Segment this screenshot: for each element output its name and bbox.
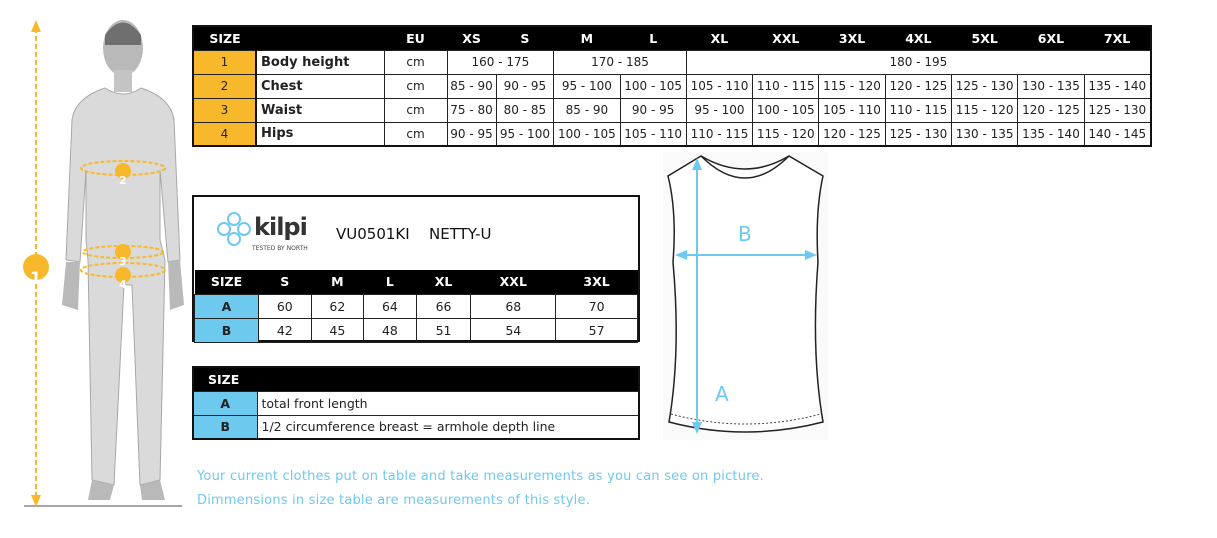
cell: 70 bbox=[556, 294, 638, 318]
cell: 170 - 185 bbox=[554, 50, 687, 74]
product-size-table bbox=[194, 270, 638, 343]
header-3xl: 3XL bbox=[556, 270, 638, 294]
cell: 130 - 135 bbox=[952, 122, 1018, 146]
cell: 42 bbox=[259, 318, 312, 342]
product-header bbox=[194, 197, 638, 270]
header-3xl: 3XL bbox=[819, 26, 885, 50]
cell: 62 bbox=[311, 294, 364, 318]
header-xxl: XXL bbox=[753, 26, 819, 50]
cell: 135 - 140 bbox=[1018, 122, 1084, 146]
row-unit: cm bbox=[384, 98, 447, 122]
cell: 57 bbox=[556, 318, 638, 342]
row-key: A bbox=[195, 294, 259, 318]
marker-2: 2 bbox=[119, 174, 127, 187]
header-blank bbox=[256, 26, 384, 50]
cell: 100 - 105 bbox=[753, 98, 819, 122]
header-6xl: 6XL bbox=[1018, 26, 1084, 50]
cell: 51 bbox=[416, 318, 471, 342]
header-m: M bbox=[554, 26, 620, 50]
row-unit: cm bbox=[384, 122, 447, 146]
marker-4: 4 bbox=[119, 278, 127, 291]
cell: 54 bbox=[471, 318, 556, 342]
header-l: L bbox=[620, 26, 686, 50]
row-label: Waist bbox=[256, 98, 384, 122]
header-xl: XL bbox=[416, 270, 471, 294]
table-row bbox=[193, 415, 639, 439]
cell: 90 - 95 bbox=[620, 98, 686, 122]
cell: 115 - 120 bbox=[819, 74, 885, 98]
header-7xl: 7XL bbox=[1084, 26, 1151, 50]
brand-name: kilpi bbox=[254, 213, 307, 241]
header-m: M bbox=[311, 270, 364, 294]
instruction-note-2: Dimmensions in size table are measurements of this style. bbox=[197, 493, 591, 508]
cell: 64 bbox=[364, 294, 417, 318]
cell: 120 - 125 bbox=[885, 74, 951, 98]
label-a: A bbox=[715, 382, 729, 406]
table-row bbox=[193, 122, 1151, 146]
cell: 90 - 95 bbox=[447, 122, 496, 146]
row-unit: cm bbox=[384, 74, 447, 98]
table-row bbox=[193, 391, 639, 415]
header-s: S bbox=[496, 26, 554, 50]
table-row bbox=[195, 318, 638, 342]
header-xxl: XXL bbox=[471, 270, 556, 294]
marker-1: 1 bbox=[30, 268, 42, 287]
cell: 100 - 105 bbox=[554, 122, 620, 146]
cell: 105 - 110 bbox=[686, 74, 752, 98]
header-size: SIZE bbox=[193, 26, 256, 50]
row-number: 4 bbox=[193, 122, 256, 146]
cell: 90 - 95 bbox=[496, 74, 554, 98]
row-label: Chest bbox=[256, 74, 384, 98]
row-description: total front length bbox=[257, 391, 639, 415]
cell: 125 - 130 bbox=[885, 122, 951, 146]
label-b: B bbox=[738, 222, 752, 246]
header-4xl: 4XL bbox=[885, 26, 951, 50]
body-size-table bbox=[192, 25, 1152, 147]
product-size-box bbox=[192, 195, 640, 342]
cell: 45 bbox=[311, 318, 364, 342]
header-xl: XL bbox=[686, 26, 752, 50]
cell: 80 - 85 bbox=[496, 98, 554, 122]
cell: 85 - 90 bbox=[447, 74, 496, 98]
cell: 105 - 110 bbox=[819, 98, 885, 122]
cell: 75 - 80 bbox=[447, 98, 496, 122]
cell: 130 - 135 bbox=[1018, 74, 1084, 98]
row-number: 1 bbox=[193, 50, 256, 74]
row-label: Body height bbox=[256, 50, 384, 74]
cell: 85 - 90 bbox=[554, 98, 620, 122]
table-row bbox=[193, 98, 1151, 122]
row-number: 3 bbox=[193, 98, 256, 122]
cell: 135 - 140 bbox=[1084, 74, 1151, 98]
cell: 120 - 125 bbox=[819, 122, 885, 146]
header-xs: XS bbox=[447, 26, 496, 50]
cell: 48 bbox=[364, 318, 417, 342]
cell: 115 - 120 bbox=[952, 98, 1018, 122]
table-row bbox=[195, 294, 638, 318]
cell: 66 bbox=[416, 294, 471, 318]
cell: 100 - 105 bbox=[620, 74, 686, 98]
table-header-row bbox=[193, 26, 1151, 50]
row-description: 1/2 circumference breast = armhole depth line bbox=[257, 415, 639, 439]
kilpi-knot-logo-icon bbox=[216, 211, 252, 247]
row-label: Hips bbox=[256, 122, 384, 146]
header-eu: EU bbox=[384, 26, 447, 50]
cell: 95 - 100 bbox=[496, 122, 554, 146]
cell: 120 - 125 bbox=[1018, 98, 1084, 122]
cell: 125 - 130 bbox=[952, 74, 1018, 98]
cell: 180 - 195 bbox=[686, 50, 1151, 74]
product-code: VU0501KI bbox=[336, 225, 410, 243]
header-l: L bbox=[364, 270, 417, 294]
cell: 110 - 115 bbox=[885, 98, 951, 122]
table-row bbox=[193, 74, 1151, 98]
row-key: B bbox=[195, 318, 259, 342]
row-number: 2 bbox=[193, 74, 256, 98]
cell: 140 - 145 bbox=[1084, 122, 1151, 146]
cell: 115 - 120 bbox=[753, 122, 819, 146]
brand-tagline: TESTED BY NORTH bbox=[252, 245, 308, 252]
cell: 160 - 175 bbox=[447, 50, 554, 74]
cell: 95 - 100 bbox=[554, 74, 620, 98]
row-unit: cm bbox=[384, 50, 447, 74]
cell: 110 - 115 bbox=[686, 122, 752, 146]
cell: 68 bbox=[471, 294, 556, 318]
header-5xl: 5XL bbox=[952, 26, 1018, 50]
measurement-legend-table bbox=[192, 366, 640, 440]
cell: 60 bbox=[259, 294, 312, 318]
legend-header: SIZE bbox=[193, 367, 639, 391]
cell: 95 - 100 bbox=[686, 98, 752, 122]
garment-diagram bbox=[663, 152, 828, 440]
cell: 125 - 130 bbox=[1084, 98, 1151, 122]
product-name: NETTY-U bbox=[429, 225, 492, 243]
header-s: S bbox=[259, 270, 312, 294]
instruction-note-1: Your current clothes put on table and take measurements as you can see on picture. bbox=[197, 469, 764, 484]
cell: 105 - 110 bbox=[620, 122, 686, 146]
row-key: B bbox=[193, 415, 257, 439]
table-row bbox=[193, 50, 1151, 74]
cell: 110 - 115 bbox=[753, 74, 819, 98]
body-figure bbox=[0, 10, 190, 530]
header-size: SIZE bbox=[195, 270, 259, 294]
marker-3: 3 bbox=[119, 255, 127, 268]
row-key: A bbox=[193, 391, 257, 415]
